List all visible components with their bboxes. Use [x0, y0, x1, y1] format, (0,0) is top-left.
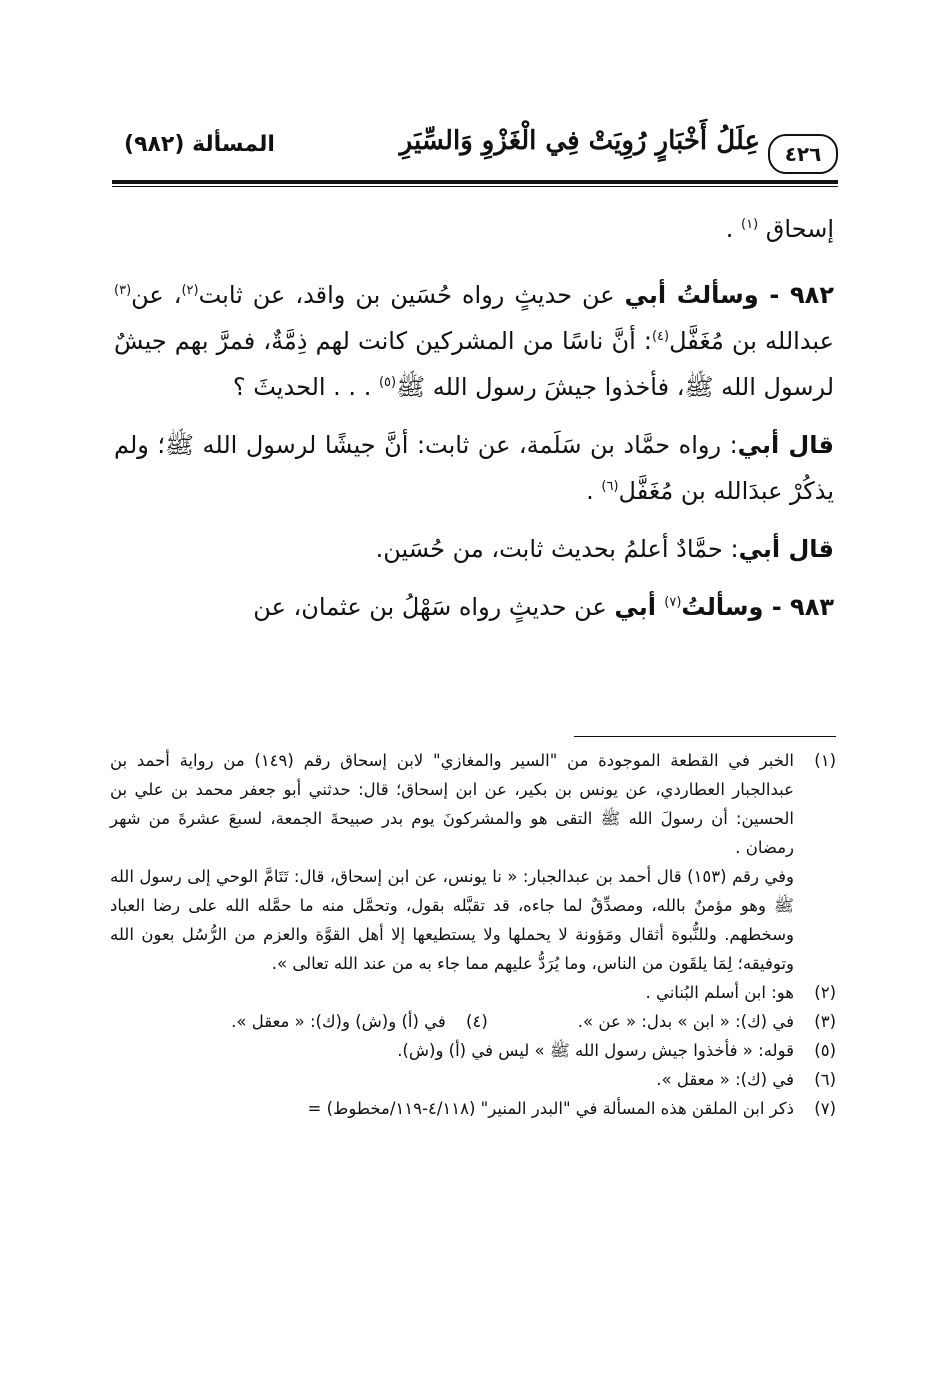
footnote-ref: (٧): [664, 595, 682, 610]
issue-label: المسألة (٩٨٢): [124, 132, 275, 157]
main-text: [114, 206, 834, 642]
question-982-text-1: عن حديثٍ رواه حُسَين بن واقد، عن ثابت: [198, 281, 625, 309]
footnote-text: في (أ) و(ش) و(ك): « معقل ».: [231, 1012, 446, 1031]
question-982-text-5: . . . الحديثَ ؟: [232, 373, 379, 401]
footnote-text: الخبر في القطعة الموجودة من "السير والمغازي" لابن إسحاق رقم (١٤٩) من رواية أحمد بن عبدالجبار العطاردي، عن يونس بن بكير، عن ابن إسحاق؛ قال: حدثني أبو جعفر محمد بن علي بن الحسين: أن رسولَ الله ﷺ التقى هو والمشركونَ يوم بدر صبيحةَ الجمعة، لسبعَ عشرةَ من شهر رمضان .: [110, 751, 794, 857]
footnote-1-extra: وفي رقم (١٥٣) قال أحمد بن عبدالجبار: « نا يونس، عن ابن إسحاق، قال: تَتَامَّ الوحي إلى رسول الله ﷺ وهو مؤمنٌ بالله، ومصدِّقٌ لما جاءه، قد تقبَّله بقول، وتحمَّل منه ما حمَّله الله على رضا العباد وسخطهم. وللنُّبوة أثقال ومَؤونة لا يحملها ولا يستطيعها إلا أهل القوَّة والعزم من الرُّسُل بعون الله وتوفيقه؛ لِمَا يلقَون من الناس، وما يُرَدُّ عليهم مما جاء به من عند الله تعالى ».: [110, 867, 795, 973]
footnotes: [110, 746, 836, 1123]
question-983-lead-2: أبي: [614, 593, 665, 621]
footnote-ref: (٤): [651, 329, 670, 344]
footnote-number: (١): [814, 751, 836, 770]
footnote-5: [110, 1036, 836, 1065]
answer-1-lead: قال أبي: [737, 431, 834, 459]
footnote-number: (٧): [814, 1099, 836, 1118]
question-983-text: عن حديثٍ رواه سَهْلُ بن عثمان، عن: [253, 593, 615, 621]
header-rule-thick: [112, 180, 838, 184]
footnote-separator: [574, 736, 836, 737]
footnote-text: قوله: « فأخذوا جيش رسول الله ﷺ » ليس في (أ) و(ش).: [397, 1041, 794, 1060]
footnote-text: في (ك): « معقل ».: [656, 1070, 794, 1089]
footnote-7: [110, 1094, 836, 1123]
footnote-2: [110, 978, 836, 1007]
book-title: عِلَلُ أَخْبَارٍ رُوِيَتْ فِي الْغَزْوِ وَالسِّيَرِ: [399, 126, 760, 156]
answer-2-lead: قال أبي: [738, 535, 834, 563]
answer-1: [114, 422, 834, 514]
question-983-lead: ٩٨٣ - وسألتُ: [681, 593, 834, 621]
footnote-number: (٣): [814, 1012, 836, 1031]
question-983: [114, 584, 834, 630]
page-header: [108, 118, 838, 178]
footnote-number: (٦): [814, 1070, 836, 1089]
footnote-text: هو: ابن أسلم البُناني .: [645, 983, 794, 1002]
footnote-ref: (٣): [114, 283, 132, 298]
footnote-ref: (٢): [181, 283, 199, 298]
footnote-number: (٥): [814, 1041, 836, 1060]
answer-2: [114, 526, 834, 572]
footnote-text: ذكر ابن الملقن هذه المسألة في "البدر المنير" (٤/١١٨-١١٩/مخطوط) =: [307, 1099, 794, 1118]
answer-1-end: .: [586, 477, 602, 505]
page-number-badge: [768, 134, 838, 174]
continued-paragraph: [114, 206, 834, 252]
footnote-number: (٤): [466, 1012, 488, 1031]
header-rule-thin: [112, 186, 838, 187]
continued-text: إسحاق: [765, 215, 834, 243]
question-982-lead: ٩٨٢ - وسألتُ أبي: [624, 281, 834, 309]
page-number: ٤٢٦: [784, 142, 822, 166]
question-982: [114, 272, 834, 410]
footnote-ref: (٦): [601, 479, 619, 494]
continued-end: .: [725, 215, 734, 243]
answer-1-text: : رواه حمَّاد بن سَلَمة، عن ثابت: أنَّ جيشًا لرسول الله ﷺ؛ ولم يذكُرْ عبدَالله بن مُغَفَّل: [114, 431, 834, 505]
footnote-number: (٢): [814, 983, 836, 1002]
footnote-6: [110, 1065, 836, 1094]
footnote-1: [110, 746, 836, 862]
footnote-ref: (٥): [378, 375, 397, 390]
footnote-text: في (ك): « ابن » بدل: « عن ».: [577, 1012, 794, 1031]
answer-2-text: : حمَّادٌ أعلمُ بحديث ثابت، من حُسَين.: [375, 535, 739, 563]
footnote-ref: (١): [741, 217, 759, 232]
question-982-text-3: عبدالله بن مُغَفَّل: [669, 327, 834, 355]
question-982-text-4: : أنَّ ناسًا من المشركين كانت لهم ذِمَّةٌ، فمرَّ بهم جيشٌ لرسول الله ﷺ، فأخذوا جيشَ رسول الله ﷺ: [114, 327, 834, 401]
footnotes-3-4: [110, 1007, 836, 1036]
question-982-text-2: ، عن: [131, 281, 182, 309]
